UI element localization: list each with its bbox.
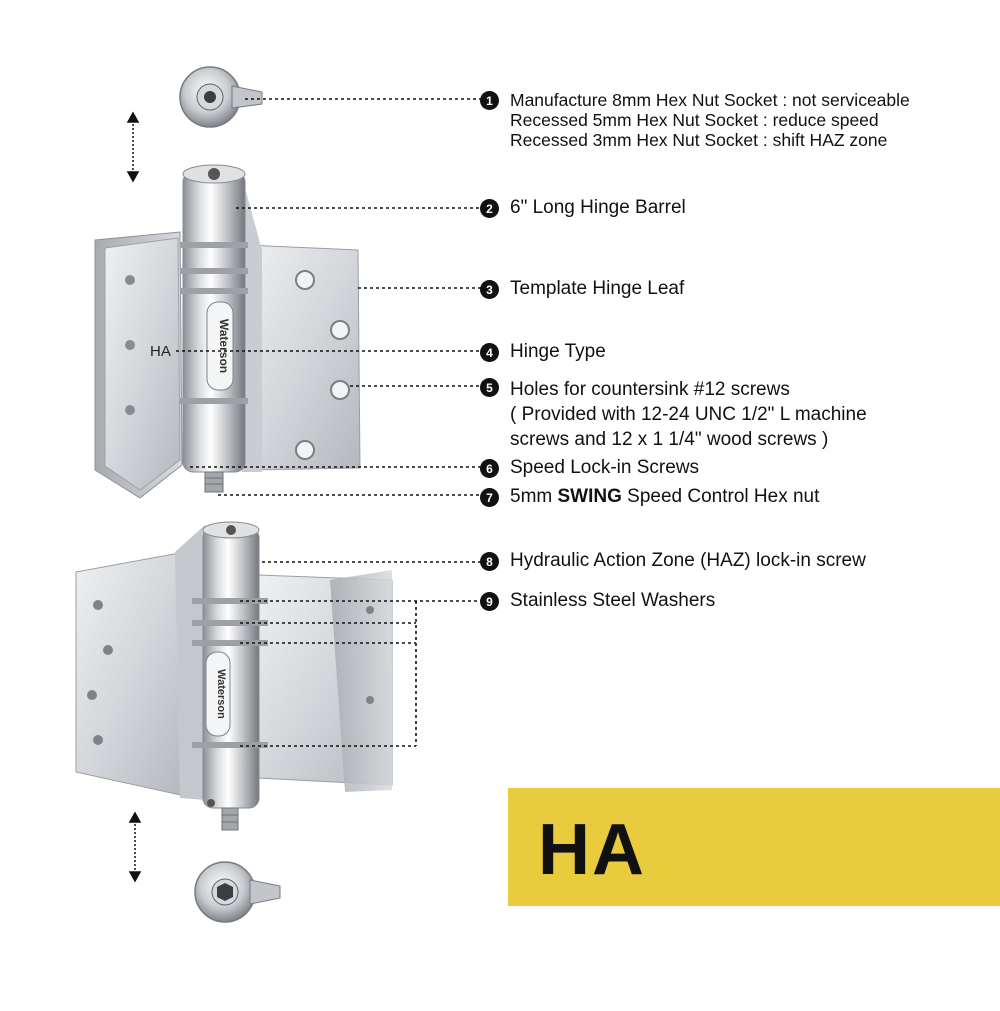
top-hinge <box>95 165 360 498</box>
callout-2 <box>480 198 686 218</box>
hex-nut-socket-top-icon <box>180 67 262 127</box>
callout-6-text: Speed Lock-in Screws <box>510 457 700 478</box>
top-brand-text: Waterson <box>217 318 231 374</box>
callout-7-bold: SWING <box>557 486 622 507</box>
callout-9 <box>480 591 715 611</box>
callout-number: 3 <box>480 280 499 299</box>
callout-7-suffix: Speed Control Hex nut <box>621 486 820 507</box>
callout-6 <box>480 458 699 478</box>
callout-number: 6 <box>480 459 499 478</box>
callout-7-prefix: 5mm <box>510 486 558 507</box>
callout-number: 4 <box>480 343 499 362</box>
callout-number: 7 <box>480 488 499 507</box>
double-arrow-top-icon <box>128 113 138 181</box>
callout-2-text: 6" Long Hinge Barrel <box>510 197 686 218</box>
callout-3-text: Template Hinge Leaf <box>510 278 685 299</box>
top-hinge-left-leaf-face <box>105 238 180 490</box>
callout-number: 1 <box>480 91 499 110</box>
callout-8 <box>480 551 866 571</box>
callout-1 <box>480 90 910 150</box>
callout-3 <box>480 279 684 299</box>
callout-1-line-3: Recessed 3mm Hex Nut Socket : shift HAZ zone <box>510 130 888 150</box>
callout-5-line-1: Holes for countersink #12 screws <box>510 379 790 400</box>
bottom-hinge-left-leaf <box>76 552 185 796</box>
callout-1-line-2: Recessed 5mm Hex Nut Socket : reduce speed <box>510 110 879 130</box>
hinge-type-marker: HA <box>150 343 171 360</box>
callout-number: 2 <box>480 199 499 218</box>
bottom-hinge-left-notch <box>175 525 205 800</box>
callout-1-line-1: Manufacture 8mm Hex Nut Socket : not serviceable <box>510 90 910 110</box>
callout-number: 9 <box>480 592 499 611</box>
bottom-hinge-brand-logo <box>206 652 230 736</box>
callout-7 <box>480 487 819 507</box>
callout-9-text: Stainless Steel Washers <box>510 590 716 611</box>
callout-5-line-2: ( Provided with 12-24 UNC 1/2" L machine <box>510 404 867 425</box>
bottom-hinge <box>76 522 392 830</box>
double-arrow-bottom-icon <box>130 813 140 881</box>
callout-5 <box>480 377 867 452</box>
bottom-brand-text: Waterson <box>215 669 227 719</box>
callout-8-text: Hydraulic Action Zone (HAZ) lock-in screw <box>510 550 866 571</box>
top-hinge-brand-logo <box>207 302 233 390</box>
callout-number: 8 <box>480 552 499 571</box>
hex-nut-socket-bottom-icon <box>195 862 280 922</box>
callout-5-line-3: screws and 12 x 1 1/4" wood screws ) <box>510 429 829 450</box>
callout-4-text: Hinge Type <box>510 341 606 362</box>
callout-4 <box>480 342 606 362</box>
hinge-type-badge-text: HA <box>538 810 646 890</box>
callout-number: 5 <box>480 378 499 397</box>
